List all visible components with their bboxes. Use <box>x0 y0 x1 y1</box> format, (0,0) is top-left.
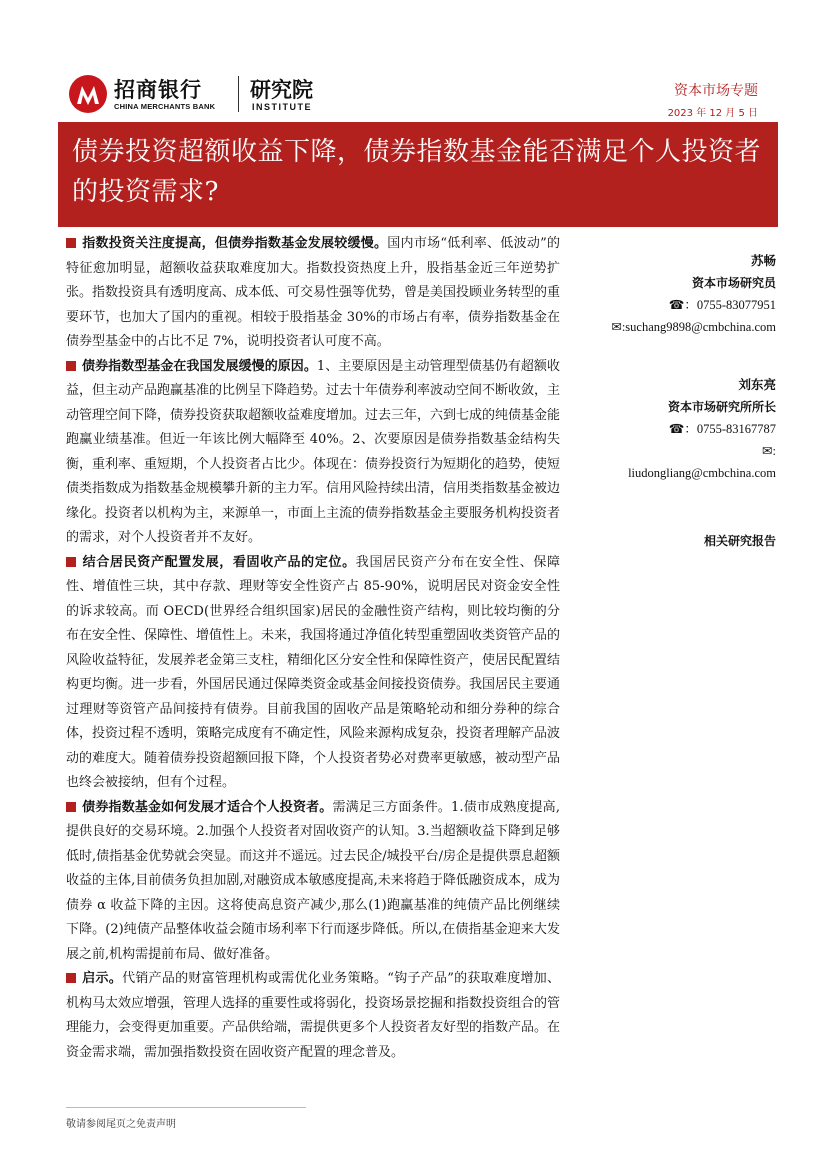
section-lead: 指数投资关注度提高，但债券指数基金发展较缓慢。 <box>82 236 388 251</box>
email-icon: ✉ <box>611 320 622 334</box>
bullet-square-icon <box>66 802 76 812</box>
institute-name-en: INSTITUTE <box>252 102 312 112</box>
brand-name: 招商银行 <box>114 78 202 102</box>
author-card <box>580 374 776 484</box>
author-phone: ☎：0755-83077951 <box>668 298 776 312</box>
author-email[interactable]: liudongliang@cmbchina.com <box>628 466 776 480</box>
section-paragraph <box>66 967 560 1065</box>
bullet-square-icon <box>66 557 76 567</box>
report-type: 资本市场专题 <box>674 83 758 99</box>
author-email-icon-row: ✉: <box>762 444 776 458</box>
cmb-logo-icon <box>68 74 108 114</box>
brand-divider <box>238 76 239 112</box>
main-content <box>66 232 560 1065</box>
author-phone: ☎：0755-83167787 <box>668 422 776 436</box>
section-body: 国内市场“低利率、低波动”的特征愈加明显，超额收益获取难度加大。指数投资热度上升，股指基金近三年逆势扩张。指数投资具有透明度高、成本低、可交易性强等优势，曾是美国投顾业务转型的重要环节，也加大了国内的重视。相较于股指基金 30%的市场占有率，债券指数基金在债券型基金中的占比不足 7%，说明投资者认可度不高。 <box>66 236 561 349</box>
author-name: 苏畅 <box>750 253 776 268</box>
section-paragraph <box>66 796 560 968</box>
section-lead: 债券指数型基金在我国发展缓慢的原因。 <box>82 358 317 374</box>
section-lead: 启示。 <box>82 971 123 986</box>
bullet-square-icon <box>66 238 76 248</box>
section-paragraph <box>66 232 560 355</box>
phone-icon: ☎ <box>668 422 685 436</box>
phone-icon: ☎ <box>668 298 685 312</box>
section-paragraph <box>66 551 560 796</box>
author-title: 资本市场研究员 <box>691 276 776 290</box>
email-icon: ✉ <box>762 444 773 458</box>
institute-name: 研究院 <box>250 78 313 102</box>
author-sidebar <box>580 250 776 549</box>
page-header <box>68 70 768 119</box>
section-body: 1、主要原因是主动管理型债基仍有超额收益，但主动产品跑赢基准的比例呈下降趋势。过去十年债券利率波动空间不断收敛，主动管理空间下降，债券投资获取超额收益难度增加。过去三年，六到七成的纯债基金能跑赢业绩基准。但近一年该比例大幅降至 40%。2、次要原因是债券指数基金结构失衡，重利率、重短期，个人投资者占比少。体现在：债券投资行为短期化的趋势，使短债类指数成为指数基金规模攀升新的主力军。信用风险持续出清，信用类指数基金被边缘化。投资者以机构为主，来源单一，市面上主流的债券指数基金主要服务机构投资者的需求，对个人投资者并不友好。 <box>66 358 561 545</box>
section-paragraph <box>66 355 560 551</box>
report-date: 2023 年 12 月 5 日 <box>667 108 758 119</box>
section-body: 我国居民资产分布在安全性、保障性、增值性三块，其中存款、理财等安全性资产占 85-90%，说明居民对资金安全性的诉求较高。而 OECD(世界经合组织国家)居民的金融性资产结构，则比较均衡的分布在安全性、保障性、增值性上。未来，我国将通过净值化转型重塑固收类资管产品的风险收益特征，发展养老金第三支柱，精细化区分安全性和保障性资产，使居民配置结构更均衡。进一步看，外国居民通过保障类资金或基金间接投资债券。我国居民主要通过理财等资管产品间接持有债券。目前我国的固收产品是策略轮动和细分券种的综合体，投资过程不透明，策略完成度有不确定性，风险来源构成复杂，投资者理解产品波动的难度大。随着债券投资超额回报下降，个人投资者势必对费率更敏感，被动型产品也终会被接纳，但有个过程。 <box>66 554 561 790</box>
bullet-square-icon <box>66 973 76 983</box>
report-title: 债券投资超额收益下降，债券指数基金能否满足个人投资者的投资需求? <box>72 137 762 207</box>
section-lead: 债券指数基金如何发展才适合个人投资者。 <box>82 799 333 815</box>
footer-disclaimer: 敬请参阅尾页之免责声明 <box>66 1119 176 1130</box>
title-band <box>58 122 778 227</box>
brand-name-en: CHINA MERCHANTS BANK <box>114 102 216 111</box>
section-lead: 结合居民资产配置发展，看固收产品的定位。 <box>82 554 356 570</box>
related-reports-label: 相关研究报告 <box>703 534 776 548</box>
bullet-square-icon <box>66 361 76 371</box>
author-email[interactable]: ✉:suchang9898@cmbchina.com <box>611 320 776 334</box>
author-name: 刘东亮 <box>738 377 776 392</box>
author-card <box>580 250 776 338</box>
section-body: 代销产品的财富管理机构或需优化业务策略。“钩子产品”的获取难度增加、机构马太效应增强，管理人选择的重要性或将弱化，投资场景挖掘和指数投资组合的管理能力，会变得更加重要。产品供给端，需提供更多个人投资者友好型的指数产品。在资金需求端，需加强指数投资在固收资产配置的理念普及。 <box>66 971 561 1060</box>
author-title: 资本市场研究所所长 <box>667 400 776 414</box>
section-body: 需满足三方面条件。1.债市成熟度提高,提供良好的交易环境。2.加强个人投资者对固收资产的认知。3.当超额收益下降到足够低时,债指基金优势就会突显。而这并不遥远。过去民企/城投平台/房企是提供票息超额收益的主体,目前债务负担加剧,对融资成本敏感度提高,未来将趋于降低融资成本，成为债券 α 收益下降的主因。这将使高息资产减少,那么(1)跑赢基准的纯债产品比例继续下降。(2)纯债产品整体收益会随市场利率下行而逐步降低。所以,在债指基金迎来大发展之前,机构需提前布局、做好准备。 <box>66 799 560 962</box>
footer-divider <box>66 1107 306 1108</box>
